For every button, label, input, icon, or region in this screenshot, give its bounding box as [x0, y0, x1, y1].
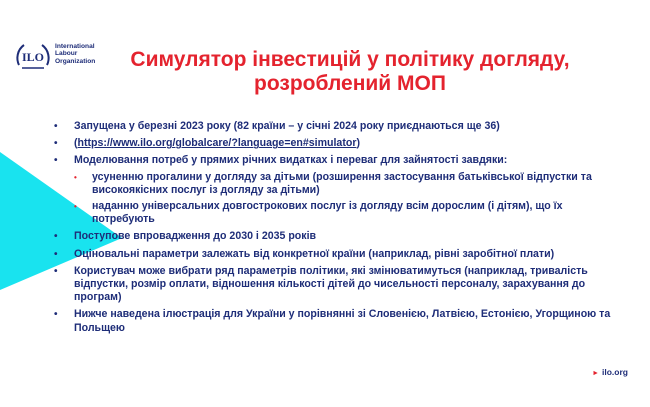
link-open-paren: ( [74, 137, 78, 150]
simulator-link[interactable]: https://www.ilo.org/globalcare/?language=en#simulator [77, 137, 357, 150]
sub-bullet-list [74, 171, 624, 227]
footer-site-label: ilo.org [602, 367, 628, 377]
bullet-illustration: • Нижче наведена ілюстрація для України у порівнянні зі Словенією, Латвією, Естонією, Угорщиною та Польщею [54, 308, 624, 334]
bullet-link [54, 137, 624, 150]
title-line-2: розроблений МОП [254, 72, 446, 95]
title-line-1: Симулятор інвестицій у політику догляду, [130, 48, 570, 71]
sub-bullet-childcare: • усуненню прогалини у догляду за дітьми (розширення застосування батьківської відпустки та високоякісних послуг із догляду за дітьми) [74, 171, 624, 197]
logo-line-3: Organization [55, 57, 96, 65]
arrow-right-icon: ► [592, 370, 600, 377]
bullet-phasing: • Поступове впровадження до 2030 і 2035 років [54, 230, 624, 243]
logo-text [55, 43, 95, 65]
ilo-emblem-icon [14, 41, 52, 71]
logo-line-2: Labour [55, 50, 78, 58]
bullet-modeling-text: Моделювання потреб у прямих річних видатках і переваг для зайнятості завдяки: [74, 154, 508, 167]
link-close-paren: ) [356, 137, 360, 150]
sub-bullet-longterm-care: • наданню універсальних довгострокових послуг із догляду всім дорослим (і дітям), що їх потребують [74, 200, 624, 226]
slide-title [100, 48, 600, 96]
logo-acronym: ILO [21, 50, 45, 64]
bullet-modeling [54, 154, 624, 226]
logo-line-1: International [55, 43, 95, 50]
bullet-user-options: • Користувач може вибрати ряд параметрів політики, які змінюватимуться (наприклад, тривалість відпустки, розмір оплати, відношення кількості дітей до чисельності персоналу, зарахування до програм) [54, 265, 624, 305]
bullet-parameters: • Оціновальні параметри залежать від конкретної країни (наприклад, рівні заробітної плати) [54, 248, 624, 261]
ilo-logo [14, 41, 95, 71]
bullet-list [54, 120, 624, 339]
bullet-launch: • Запущена у березні 2023 року (82 країни – у січні 2024 року приєднаються ще 36) [54, 120, 624, 133]
footer-site[interactable] [592, 367, 628, 377]
